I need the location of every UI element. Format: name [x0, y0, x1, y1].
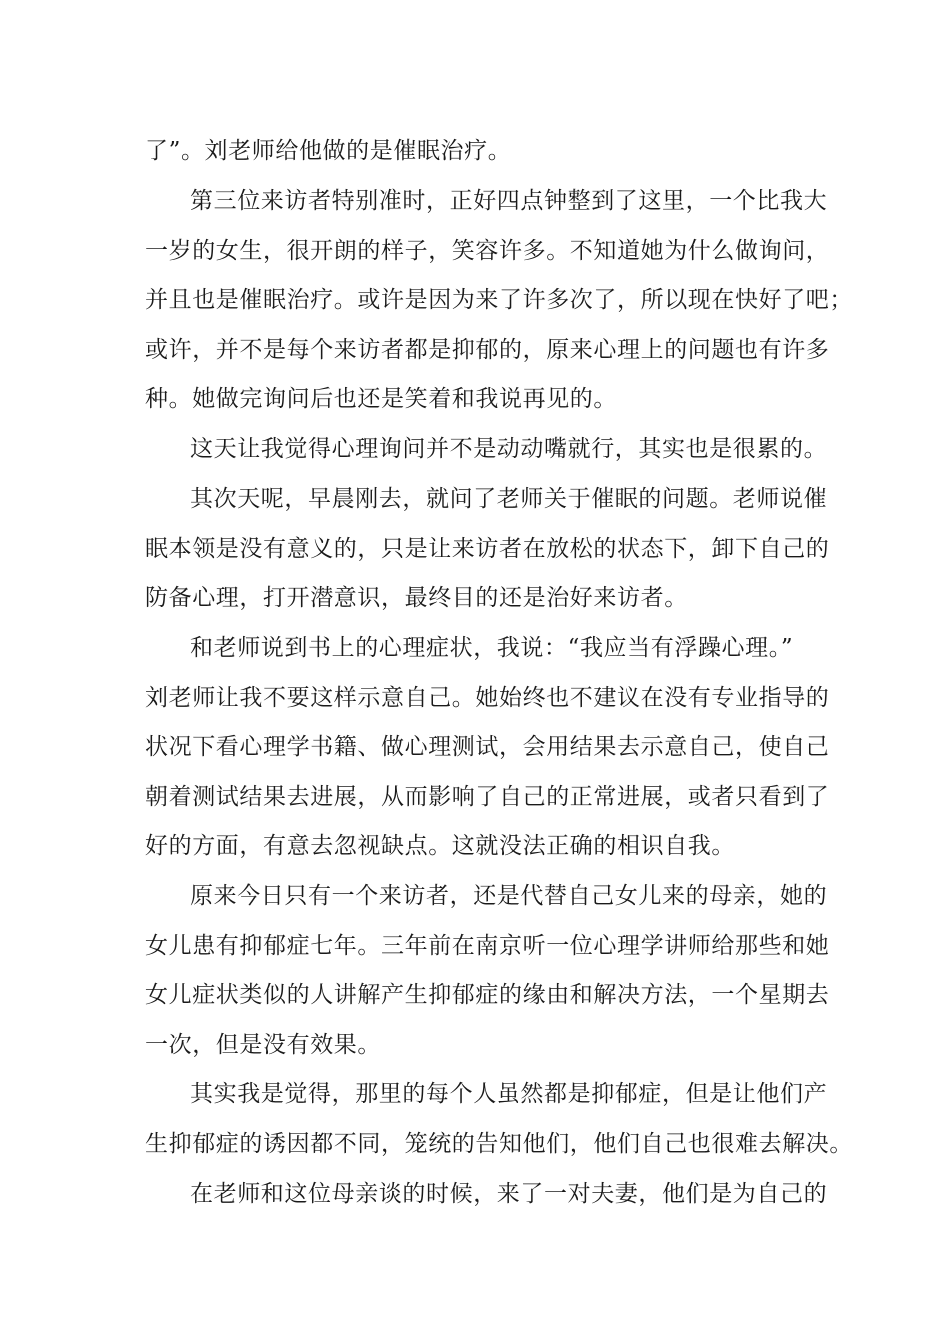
paragraph-first-line: 原来今日只有一个来访者，还是代替自己女儿来的母亲，她的 [190, 883, 828, 909]
text-line: 好的方面，有意去忽视缺点。这就没法正确的相识自我。 [145, 833, 735, 859]
text-line: 一次，但是没有效果。 [145, 1032, 381, 1058]
text-line: 朝着测试结果去进展，从而影响了自己的正常进展，或者只看到了 [145, 784, 830, 810]
text-line: 状况下看心理学书籍、做心理测试，会用结果去示意自己，使自己 [145, 734, 830, 760]
text-line: 女儿症状类似的人讲解产生抑郁症的缘由和解决方法，一个星期去 [145, 982, 830, 1008]
paragraph-first-line: 在老师和这位母亲谈的时候，来了一对夫妻，他们是为自己的 [190, 1181, 828, 1207]
text-line: 眠本领是没有意义的，只是让来访者在放松的状态下，卸下自己的 [145, 536, 830, 562]
text-line: 一岁的女生，很开朗的样子，笑容许多。不知道她为什么做询问， [145, 238, 830, 264]
text-line: 女儿患有抑郁症七年。三年前在南京听一位心理学讲师给那些和她 [145, 933, 830, 959]
text-line: 种。她做完询问后也还是笑着和我说再见的。 [145, 386, 617, 412]
paragraph-first-line: 第三位来访者特别准时，正好四点钟整到了这里，一个比我大 [190, 188, 828, 214]
paragraph-first-line: 这天让我觉得心理询问并不是动动嘴就行，其实也是很累的。 [190, 436, 828, 462]
text-line: 生抑郁症的诱因都不同，笼统的告知他们，他们自己也很难去解决。 [145, 1131, 853, 1157]
text-line: 防备心理，打开潜意识，最终目的还是治好来访者。 [145, 585, 688, 611]
paragraph-first-line: 其实我是觉得，那里的每个人虽然都是抑郁症，但是让他们产 [190, 1081, 828, 1107]
text-line: 或许，并不是每个来访者都是抑郁的，原来心理上的问题也有许多 [145, 337, 830, 363]
paragraph-first-line: 和老师说到书上的心理症状，我说：“我应当有浮躁心理。” [190, 635, 794, 661]
text-line: 并且也是催眠治疗。或许是因为来了许多次了，所以现在快好了吧； [145, 287, 853, 313]
text-line: 了”。刘老师给他做的是催眠治疗。 [145, 138, 512, 164]
text-line: 刘老师让我不要这样示意自己。她始终也不建议在没有专业指导的 [145, 685, 830, 711]
paragraph-first-line: 其次天呢，早晨刚去，就问了老师关于催眠的问题。老师说催 [190, 486, 828, 512]
